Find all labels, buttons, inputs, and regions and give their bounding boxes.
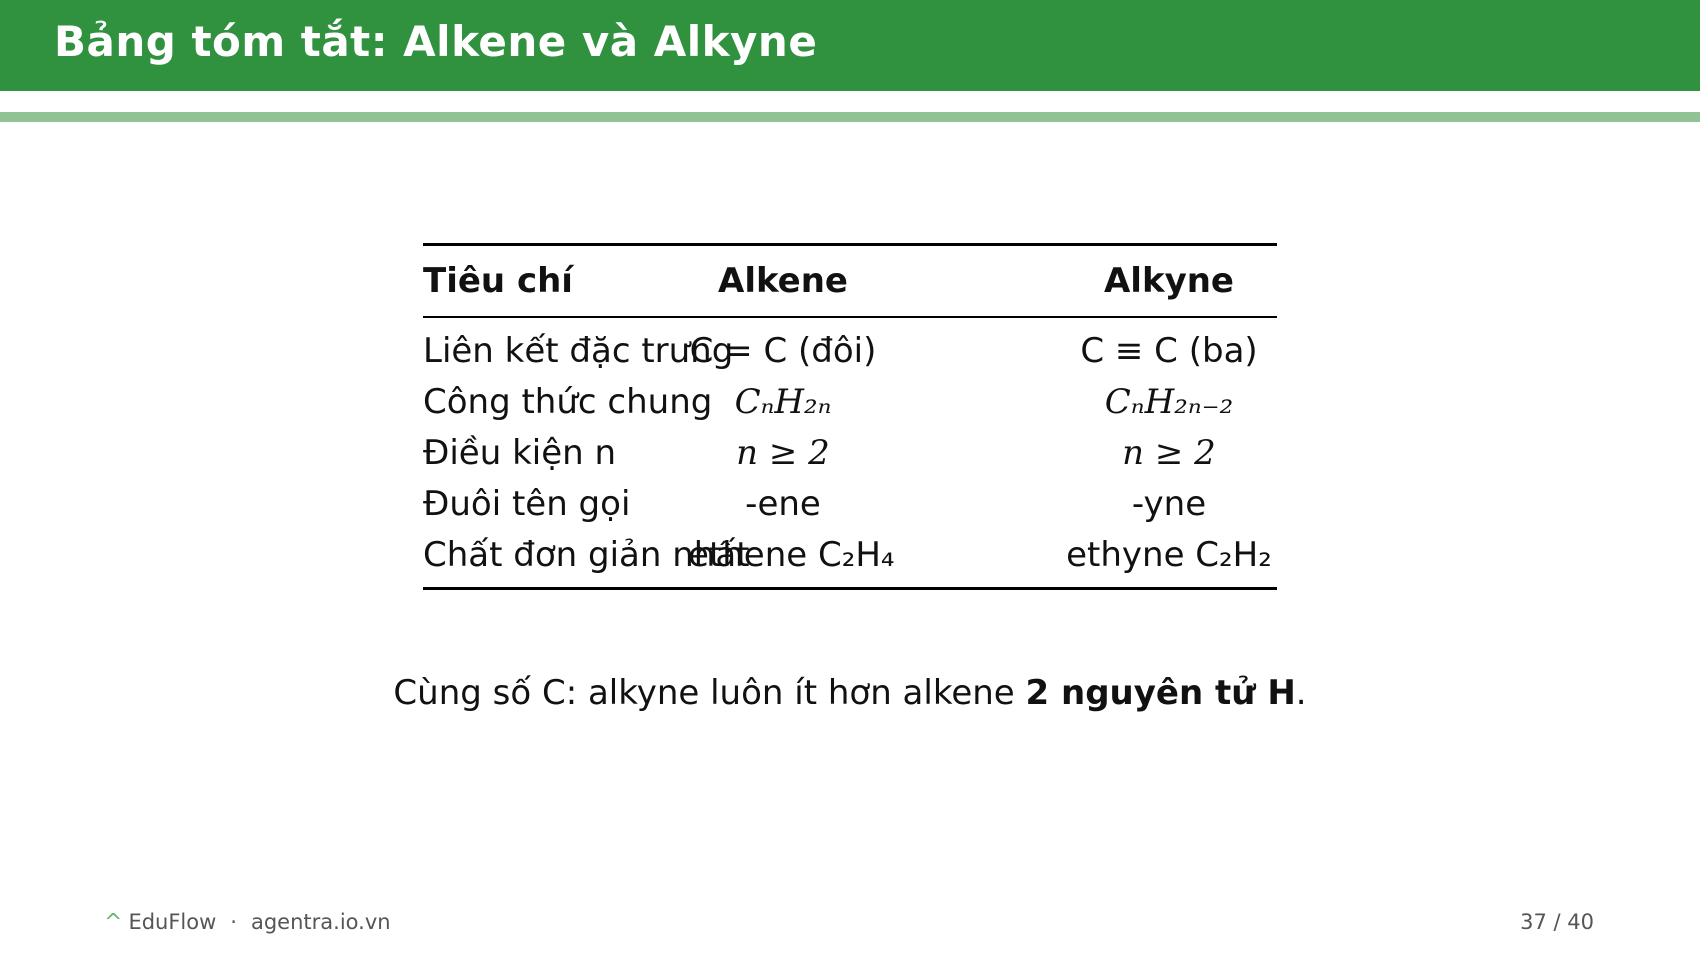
alkyne-bond-cell: C ≡ C (ba): [1080, 331, 1258, 371]
column-header-alkyne: Alkyne: [1103, 261, 1234, 301]
alkene-simplest-cell: ethene C₂H₄: [688, 535, 895, 575]
row-label-bond: Liên kết đặc trưng: [423, 331, 734, 371]
alkene-condition-cell: n ≥ 2: [736, 433, 830, 473]
table-row: [423, 428, 1277, 479]
row-label-formula: Công thức chung: [423, 382, 713, 422]
slide-footer: [104, 910, 391, 935]
alkyne-formula-cell: CₙH₂ₙ₋₂: [1104, 382, 1234, 422]
footer-brand: EduFlow: [128, 910, 217, 934]
alkyne-condition-cell: n ≥ 2: [1122, 433, 1216, 473]
eduflow-logo-icon: ^: [104, 910, 123, 935]
note-text: Cùng số C: alkyne luôn ít hơn alkene: [393, 673, 1026, 713]
table-row: [423, 479, 1277, 530]
row-label-condition: Điều kiện n: [423, 433, 617, 473]
footer-separator: ·: [230, 910, 237, 934]
table-row: [423, 377, 1277, 428]
summary-table: [423, 243, 1277, 590]
summary-note: [0, 673, 1700, 713]
header-accent-line: [0, 112, 1700, 122]
alkene-bond-cell: C = C (đôi): [689, 331, 877, 371]
table-bottom-rule: [423, 587, 1277, 590]
row-label-simplest: Chất đơn giản nhất: [423, 535, 750, 575]
alkene-suffix-cell: -ene: [745, 484, 821, 524]
alkyne-simplest-cell: ethyne C₂H₂: [1066, 535, 1272, 575]
page-number: 37 / 40: [1520, 910, 1594, 934]
table-body: [423, 318, 1277, 587]
slide-header: [0, 0, 1700, 91]
table-header-row: [423, 246, 1277, 316]
alkyne-suffix-cell: -yne: [1131, 484, 1207, 524]
note-period: .: [1295, 673, 1307, 713]
row-label-suffix: Đuôi tên gọi: [423, 484, 631, 524]
slide-title: Bảng tóm tắt: Alkene và Alkyne: [54, 17, 818, 66]
alkene-formula-cell: CₙH₂ₙ: [734, 382, 832, 422]
footer-site-link[interactable]: agentra.io.vn: [250, 910, 391, 934]
table-row: [423, 326, 1277, 377]
note-emphasis: 2 nguyên tử H: [1025, 673, 1296, 713]
column-header-alkene: Alkene: [718, 261, 848, 301]
column-header-criteria: Tiêu chí: [423, 261, 573, 301]
table-row: [423, 530, 1277, 581]
